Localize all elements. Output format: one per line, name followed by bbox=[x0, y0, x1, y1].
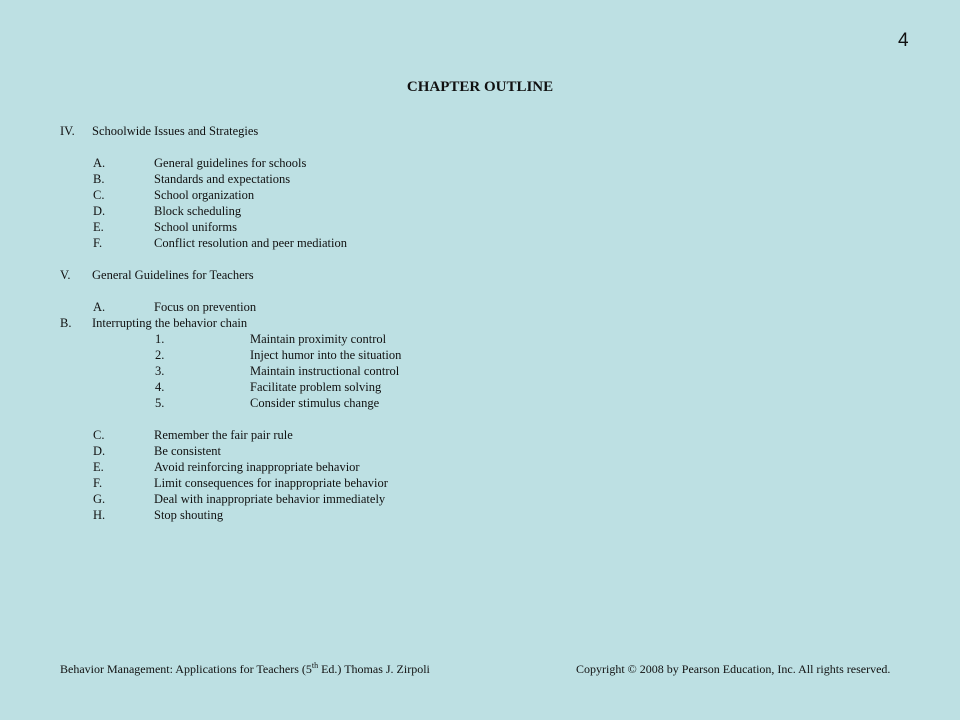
subitem-text: Consider stimulus change bbox=[250, 396, 380, 410]
subitem-text: Inject humor into the situation bbox=[250, 348, 402, 362]
subitem-label: 2. bbox=[155, 348, 165, 362]
item-label: G. bbox=[93, 492, 106, 506]
subitem-label: 4. bbox=[155, 380, 165, 394]
subitem-label: 1. bbox=[155, 332, 165, 346]
item-text: Stop shouting bbox=[154, 508, 224, 522]
footer-citation-start: Behavior Management: Applications for Teachers (5 bbox=[60, 662, 312, 676]
subitem-text: Facilitate problem solving bbox=[250, 380, 382, 394]
footer-citation-end: Ed.) Thomas J. Zirpoli bbox=[318, 662, 430, 676]
item-label: D. bbox=[93, 444, 106, 458]
item-text: General guidelines for schools bbox=[154, 156, 307, 170]
item-label: C. bbox=[93, 188, 105, 202]
subitem-label: 5. bbox=[155, 396, 165, 410]
section-label: IV. bbox=[60, 124, 75, 138]
item-label: A. bbox=[93, 156, 106, 170]
item-text: School uniforms bbox=[154, 220, 237, 234]
item-text: Interrupting the behavior chain bbox=[92, 316, 248, 330]
item-text: Limit consequences for inappropriate behavior bbox=[154, 476, 388, 490]
section-label: V. bbox=[60, 268, 71, 282]
item-label: B. bbox=[60, 316, 72, 330]
item-label: E. bbox=[93, 220, 104, 234]
item-text: Standards and expectations bbox=[154, 172, 291, 186]
item-label: D. bbox=[93, 204, 106, 218]
item-text: Be consistent bbox=[154, 444, 222, 458]
subitem-text: Maintain proximity control bbox=[250, 332, 387, 346]
item-text: School organization bbox=[154, 188, 255, 202]
item-label: F. bbox=[93, 236, 103, 250]
item-text: Focus on prevention bbox=[154, 300, 257, 314]
item-label: C. bbox=[93, 428, 105, 442]
item-text: Deal with inappropriate behavior immediately bbox=[154, 492, 386, 506]
subitem-label: 3. bbox=[155, 364, 165, 378]
page-title: CHAPTER OUTLINE bbox=[406, 79, 554, 95]
footer-copyright: Copyright © 2008 by Pearson Education, Inc. All rights reserved. bbox=[576, 662, 891, 676]
item-label: H. bbox=[93, 508, 106, 522]
item-text: Avoid reinforcing inappropriate behavior bbox=[154, 460, 360, 474]
item-label: B. bbox=[93, 172, 105, 186]
footer-citation bbox=[60, 660, 430, 678]
item-label: F. bbox=[93, 476, 103, 490]
subitem-text: Maintain instructional control bbox=[250, 364, 400, 378]
item-label: E. bbox=[93, 460, 104, 474]
page-number: 4 bbox=[898, 30, 909, 51]
item-text: Block scheduling bbox=[154, 204, 242, 218]
footer-edition-superscript: th bbox=[311, 661, 319, 670]
item-label: A. bbox=[93, 300, 106, 314]
item-text: Remember the fair pair rule bbox=[154, 428, 293, 442]
section-heading: Schoolwide Issues and Strategies bbox=[92, 124, 259, 138]
section-heading: General Guidelines for Teachers bbox=[92, 268, 254, 282]
item-text: Conflict resolution and peer mediation bbox=[154, 236, 348, 250]
